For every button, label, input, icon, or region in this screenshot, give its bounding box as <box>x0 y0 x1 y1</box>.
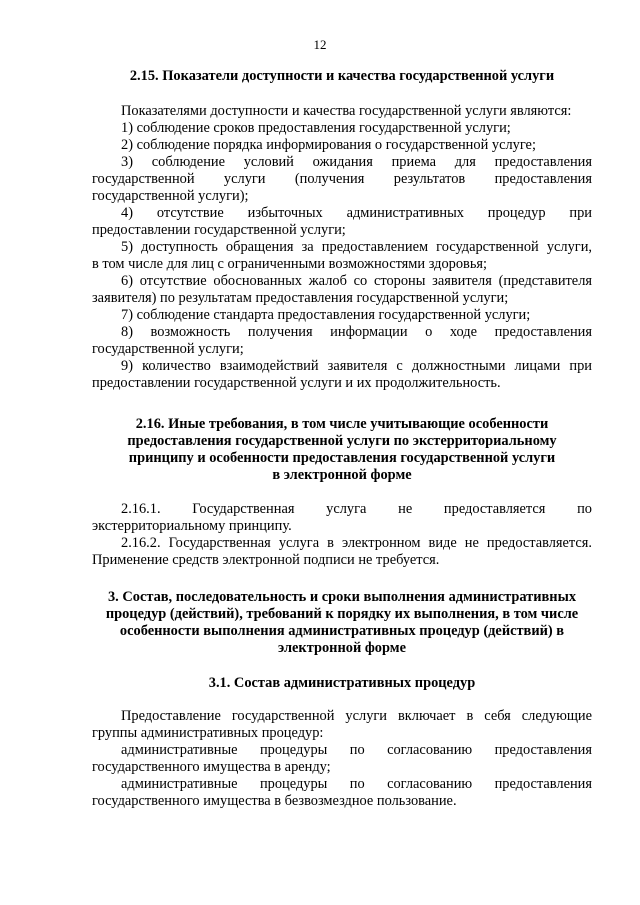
section-3-1-body <box>92 708 592 810</box>
section-2-16-heading <box>92 416 592 484</box>
procedure-group-1-line-1: административные процедуры по согласованию предоставления <box>121 742 592 758</box>
list-item-9-line-1: 9) количество взаимодействий заявителя с должностными лицами при <box>121 358 592 374</box>
list-item-3-line-3: государственной услуги); <box>92 188 249 204</box>
section-2-16-body <box>92 501 592 569</box>
list-item-5-line-1: 5) доступность обращения за предоставлением государственной услуги, <box>121 239 592 255</box>
list-item-5-line-2: в том числе для лиц с ограниченными возможностями здоровья; <box>92 256 488 272</box>
paragraph-2-16-1-line-2: экстерриториальному принципу. <box>92 518 292 534</box>
procedure-group-1-line-2: государственного имущества в аренду; <box>92 759 331 775</box>
list-item-1: 1) соблюдение сроков предоставления государственной услуги; <box>121 120 511 136</box>
section-2-16-heading-line-3: принципу и особенности предоставления государственной услуги <box>128 450 556 466</box>
section-3-heading-line-2: процедур (действий), требований к порядку их выполнения, в том числе <box>105 606 579 622</box>
paragraph-3-1-line-2: группы административных процедур: <box>92 725 324 741</box>
section-3-1-heading: 3.1. Состав административных процедур <box>208 675 476 691</box>
procedure-group-2-line-1: административные процедуры по согласованию предоставления <box>121 776 592 792</box>
section-3-heading <box>92 589 592 657</box>
paragraph-2-16-2-line-1: 2.16.2. Государственная услуга в электронном виде не предоставляется. <box>121 535 592 551</box>
section-2-15-body <box>92 103 592 392</box>
list-item-8-line-1: 8) возможность получения информации о ходе предоставления <box>121 324 592 340</box>
list-item-8-line-2: государственной услуги; <box>92 341 244 357</box>
list-item-4-line-2: предоставлении государственной услуги; <box>92 222 346 238</box>
list-item-2: 2) соблюдение порядка информирования о государственной услуге; <box>121 137 536 153</box>
list-item-7: 7) соблюдение стандарта предоставления государственной услуги; <box>121 307 531 323</box>
list-item-9-line-2: предоставлении государственной услуги и их продолжительность. <box>92 375 501 391</box>
section-2-15-heading: 2.15. Показатели доступности и качества государственной услуги <box>129 68 555 84</box>
section-3-heading-line-1: 3. Состав, последовательность и сроки выполнения административных <box>107 589 577 605</box>
paragraph-2-16-2-line-2: Применение средств электронной подписи не требуется. <box>92 552 440 568</box>
list-item-3-line-1: 3) соблюдение условий ожидания приема для предоставления <box>121 154 592 170</box>
list-item-3-line-2: государственной услуги (получения результатов предоставления <box>92 171 592 187</box>
section-2-16-heading-line-2: предоставления государственной услуги по экстерриториальному <box>127 433 557 449</box>
procedure-group-2-line-2: государственного имущества в безвозмездное пользование. <box>92 793 457 809</box>
list-item-6-line-2: заявителя) по результатам предоставления государственной услуги; <box>92 290 509 306</box>
section-2-16-heading-line-1: 2.16. Иные требования, в том числе учитывающие особенности <box>135 416 549 432</box>
paragraph-3-1-line-1: Предоставление государственной услуги включает в себя следующие <box>121 708 592 724</box>
section-3-heading-line-4: электронной форме <box>278 640 406 656</box>
section-3-heading-line-3: особенности выполнения административных процедур (действий) в <box>119 623 565 639</box>
list-item-4-line-1: 4) отсутствие избыточных административных процедур при <box>121 205 592 221</box>
section-2-16-heading-line-4: в электронной форме <box>272 467 412 483</box>
paragraph-intro: Показателями доступности и качества государственной услуги являются: <box>121 103 572 119</box>
list-item-6-line-1: 6) отсутствие обоснованных жалоб со стороны заявителя (представителя <box>121 273 592 289</box>
paragraph-2-16-1-line-1: 2.16.1. Государственная услуга не предоставляется по <box>121 501 592 517</box>
page-number: 12 <box>313 37 327 52</box>
